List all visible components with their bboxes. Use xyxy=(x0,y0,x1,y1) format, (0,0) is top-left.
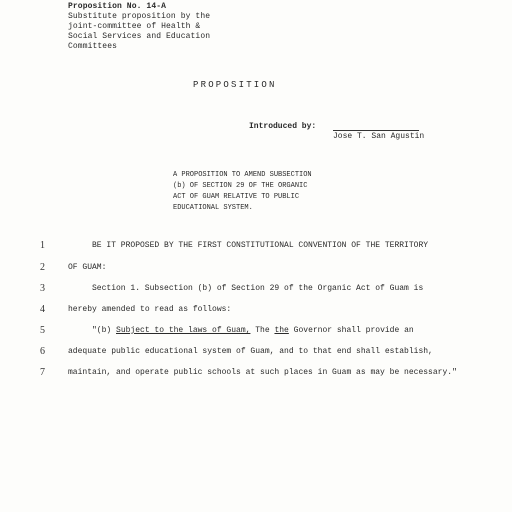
body-line-3: Section 1. Subsection (b) of Section 29 of the Organic Act of Guam is xyxy=(92,284,424,293)
body-line-1: BE IT PROPOSED BY THE FIRST CONSTITUTIONAL CONVENTION OF THE TERRITORY xyxy=(92,241,429,250)
signature-line xyxy=(333,130,419,131)
body-line-2: OF GUAM: xyxy=(68,263,107,272)
line-number-1: 1 xyxy=(40,240,45,251)
line-number-7: 7 xyxy=(40,367,45,378)
line-number-6: 6 xyxy=(40,346,45,357)
header-line-3: Social Services and Education xyxy=(68,32,211,41)
abstract-line-3: ACT OF GUAM RELATIVE TO PUBLIC xyxy=(173,193,300,201)
abstract-line-2: (b) OF SECTION 29 OF THE ORGANIC xyxy=(173,182,308,190)
header-block xyxy=(68,2,210,52)
body-line-5-prefix: "(b) xyxy=(92,326,117,335)
body-line-5-suffix: The xyxy=(250,326,275,335)
abstract-line-4: EDUCATIONAL SYSTEM. xyxy=(173,204,253,212)
page-title: PROPOSITION xyxy=(193,80,277,90)
line-number-4: 4 xyxy=(40,304,45,315)
body-line-4: hereby amended to read as follows: xyxy=(68,305,232,314)
header-line-4: Committees xyxy=(68,42,118,51)
body-line-6: adequate public educational system of Guam, and to that end shall establish, xyxy=(68,347,433,356)
proposition-number: Proposition No. 14-A xyxy=(68,2,167,11)
body-line-5 xyxy=(92,326,414,335)
abstract-line-1: A PROPOSITION TO AMEND SUBSECTION xyxy=(173,171,312,179)
body-line-5-rest: Governor shall provide an xyxy=(288,326,414,335)
proposition-abstract xyxy=(173,170,312,214)
introduced-by-label: Introduced by: xyxy=(249,122,317,131)
header-line-2: joint-committee of Health & xyxy=(68,22,201,31)
body-line-5-underlined-2: the xyxy=(274,326,289,335)
header-line-1: Substitute proposition by the xyxy=(68,12,211,21)
line-number-5: 5 xyxy=(40,325,45,336)
introducer-name: Jose T. San Agustin xyxy=(333,132,425,141)
body-line-5-underlined: Subject to the laws of Guam, xyxy=(116,326,251,335)
body-line-7: maintain, and operate public schools at such places in Guam as may be necessary." xyxy=(68,368,457,377)
line-number-2: 2 xyxy=(40,262,45,273)
line-number-3: 3 xyxy=(40,283,45,294)
